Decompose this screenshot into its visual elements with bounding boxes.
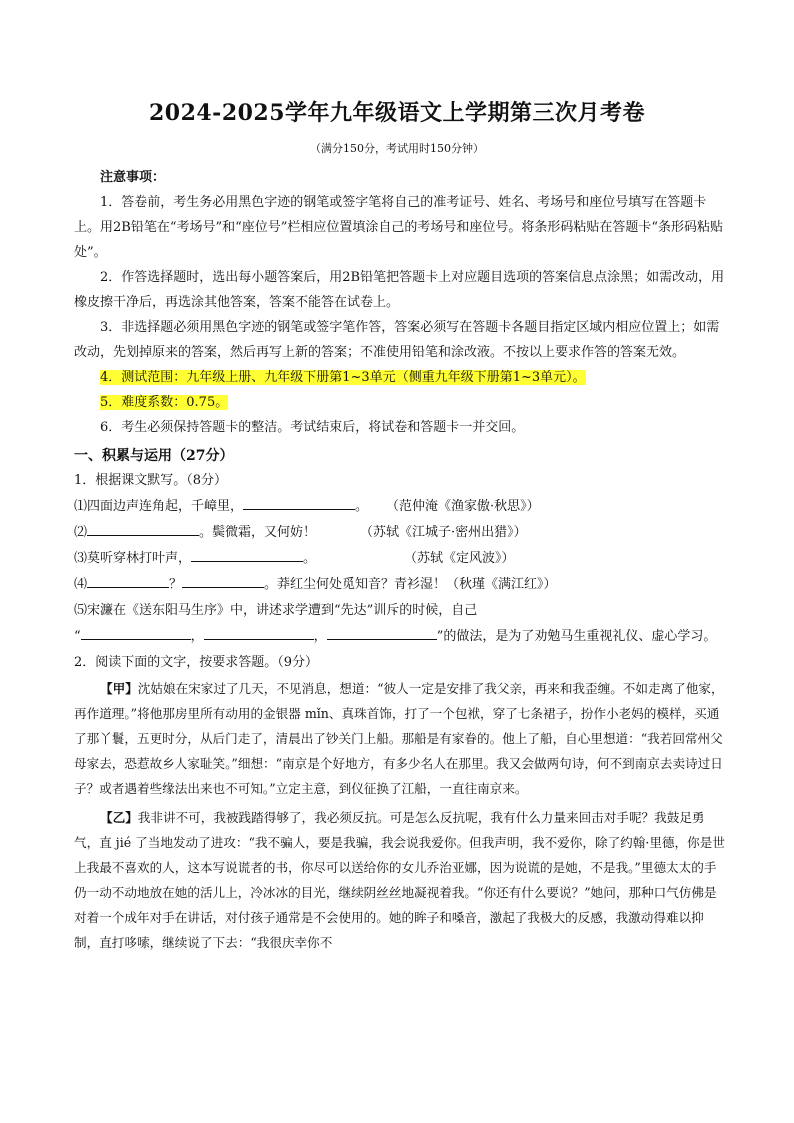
- q1-item-2-text: 。鬓微霜，又何妨！: [199, 525, 317, 540]
- passage-jia-text: 沈姑娘在宋家过了几天，不见消息，想道：“彼人一定是安排了我父亲，再来和我歪缠。不如走离了他家，再作道理。”将他那房里所有动用的金银器 mǐn、真珠首饰，打了一个包袱，穿了七条裙子，扮作小老妈的模样，买通了那丫鬟，五更时分，从后门走了，清晨出了钞关门上船。那船是有家眷的。他上了船，自心里想道：“我若回常州父母家去，恐惹故乡人家耻笑。”细想：“南京是个好地方，有多少名人在那里。我又会做两句诗，何不到南京去卖诗过日子？或者遇着些缘法出来也不可知。”立定主意，到仪征换了江船，一直往南京来。: [74, 681, 724, 796]
- q1-item-4: [74, 572, 726, 598]
- notice-item-6: 6．考生必须保持答题卡的整洁。考试结束后，将试卷和答题卡一并交回。: [100, 420, 525, 435]
- question-1-stem: 1．根据课文默写。（8分）: [74, 473, 228, 488]
- passage-yi-text: 我非讲不可，我被践踏得够了，我必须反抗。可是怎么反抗呢，我有什么力量来回击对手呢？我鼓足勇气，直 jié 了当地发动了进攻：“我不骗人，要是我骗，我会说我爱你。但我声明，我不爱你，除了约翰·里德，你是世上我最不喜欢的人，这本写说谎者的书，你尽可以送给你的女儿乔治亚娜，因为说谎的是她，不是我。”里德太太的手仍一动不动地放在她的活儿上，冷冰冰的目光，继续阴丝丝地凝视着我。“你还有什么要说？”她问，那种口气仿佛是对着一个成年对手在讲话，对付孩子通常是不会使用的。她的眸子和嗓音，激起了我极大的反感，我激动得难以抑制，直打哆嗦，继续说了下去：“我很庆幸你不: [74, 810, 725, 950]
- notice-heading: 注意事项：: [100, 170, 166, 185]
- passage-jia: [74, 676, 726, 801]
- q1-item-4-source: （秋瑾《满江红》）: [446, 577, 557, 592]
- q1-item-2: [74, 520, 726, 546]
- q1-item-4-text: 。莽红尘何处觅知音？青衫湿！: [264, 577, 447, 592]
- notice-item-5: [74, 390, 726, 415]
- q1-item-2-source: （苏轼《江城子·密州出猎》）: [360, 525, 527, 540]
- passage-jia-label: 【甲】: [100, 681, 138, 696]
- answer-blank[interactable]: [87, 574, 169, 588]
- q1-item-5-line1: ⑸宋濂在《送东阳马生序》中，讲述求学遭到“先达”训斥的时候，自己: [74, 603, 478, 618]
- answer-blank[interactable]: [243, 496, 355, 510]
- q1-item-4-mid: ？: [169, 577, 183, 592]
- q1-item-3-end: 。: [303, 551, 317, 566]
- answer-blank[interactable]: [81, 626, 191, 640]
- answer-blank[interactable]: [191, 548, 303, 562]
- q1-item-3-text: ⑶莫听穿林打叶声，: [74, 551, 192, 566]
- exam-subtitle: （满分150分，考试用时150分钟）: [310, 142, 484, 155]
- exam-body: [74, 165, 726, 955]
- highlight-difficulty: 5．难度系数：0.75。: [100, 395, 229, 410]
- notice-item-1: 1．答卷前，考生务必用黑色字迹的钢笔或签字笔将自己的准考证号、姓名、考场号和座位号填写在答题卡上。用2B铅笔在“考场号”和“座位号”栏相应位置填涂自己的考场号和座位号。将条形码粘贴在答题卡“条形码粘贴处”。: [74, 195, 724, 260]
- passage-yi-label: 【乙】: [100, 810, 138, 825]
- notice-item-4: [74, 365, 726, 390]
- notice-item-3: 3．非选择题必须用黑色字迹的钢笔或签字笔作答，答案必须写在答题卡各题目指定区域内相应位置上；如需改动，先划掉原来的答案，然后再写上新的答案；不准使用铅笔和涂改液。不按以上要求作答的答案无效。: [74, 320, 720, 360]
- passage-yi: [74, 805, 726, 955]
- answer-blank[interactable]: [87, 522, 199, 536]
- exam-title: 2024-2025学年九年级语文上学期第三次月考卷: [148, 100, 646, 126]
- q1-item-3-source: （苏轼《定风波》）: [404, 551, 515, 566]
- open-quote: “: [74, 629, 81, 644]
- section-heading: 一、积累与运用（27分）: [74, 448, 234, 464]
- q1-item-1-source: （范仲淹《渔家傲·秋思》）: [386, 499, 540, 514]
- highlight-scope: 4．测试范围：九年级上册、九年级下册第1~3单元（侧重九年级下册第1~3单元）。: [100, 370, 586, 385]
- separator: ，: [190, 629, 204, 644]
- q1-item-5-line2: [74, 624, 726, 650]
- q1-item-3: [74, 546, 726, 572]
- q1-item-1: [74, 494, 726, 520]
- answer-blank[interactable]: [182, 574, 264, 588]
- q1-item-1-text: ⑴四面边声连角起，千嶂里，: [74, 499, 244, 514]
- q1-item-4-label: ⑷: [74, 577, 88, 592]
- q1-item-2-label: ⑵: [74, 525, 88, 540]
- separator: ，: [313, 629, 327, 644]
- question-2-stem: 2．阅读下面的文字，按要求答题。（9分）: [74, 655, 319, 670]
- notice-item-2: 2．作答选择题时，选出每小题答案后，用2B铅笔把答题卡上对应题目选项的答案信息点涂黑；如需改动，用橡皮擦干净后，再选涂其他答案，答案不能答在试卷上。: [74, 270, 725, 310]
- answer-blank[interactable]: [327, 626, 437, 640]
- q1-item-1-end: 。: [355, 499, 369, 514]
- answer-blank[interactable]: [204, 626, 314, 640]
- q1-item-5-tail: ”的做法，是为了劝勉马生重视礼仪、虚心学习。: [436, 629, 717, 644]
